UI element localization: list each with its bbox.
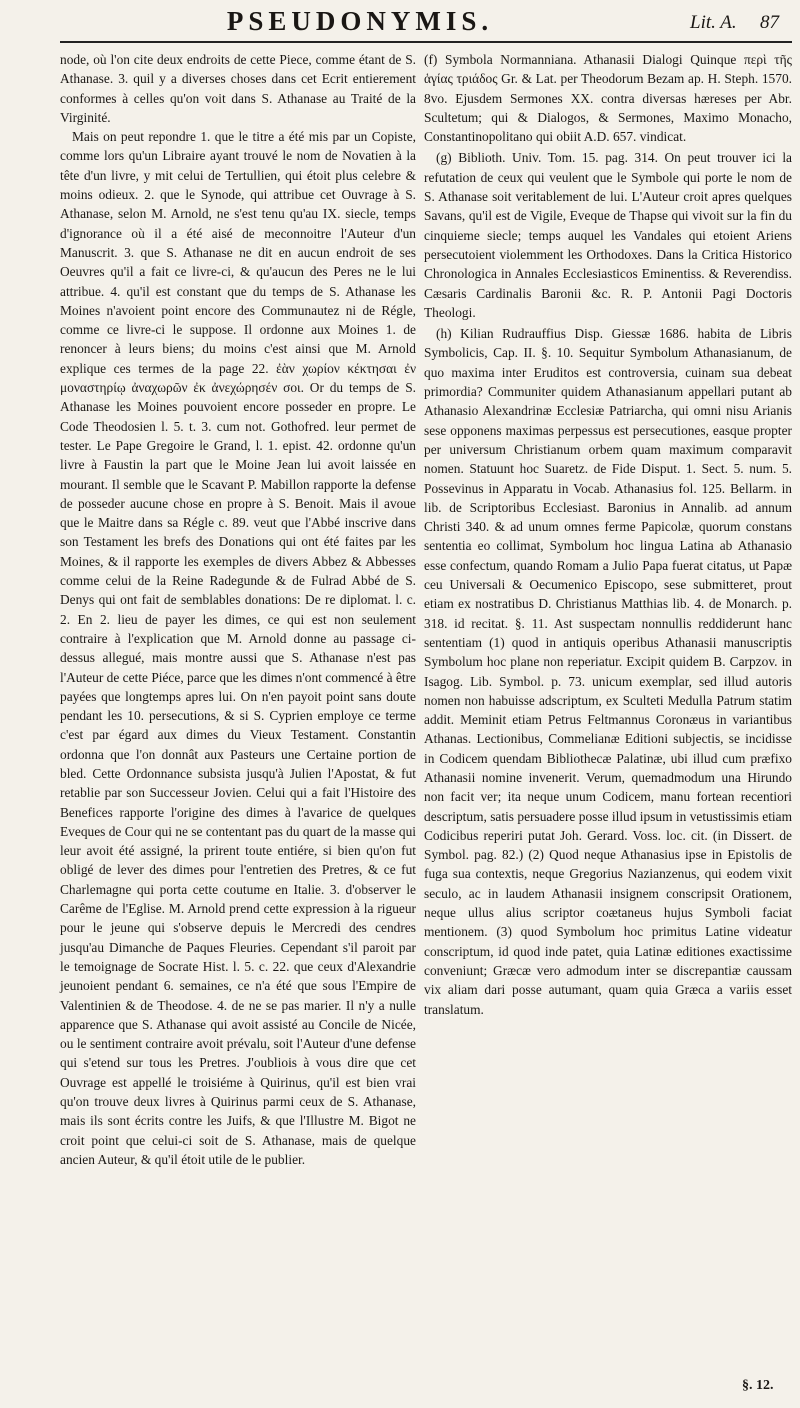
header-rule	[60, 41, 792, 43]
footnote-h: (h) Kilian Rudrauffius Disp. Giessæ 1686. habita de Libris Symbolicis, Cap. II. §. 10. Sequitur Symbolum Athanasianum, de quo maxima inter Eruditos est controversia, cuinam sua debeat primordia? Communiter quidem Athanasianum appellari putant ab Athanasio Alexandrinæ Ecclesiæ Patriarcha, qui omni nisu Arianis sese opponens maximas perpessus est persecutiones, easque propter per universum Christianum orbem quam maximum comparavit nomen. Statuunt hoc Suaretz. de Fide Disput. 1. Sect. 5. num. 5. Possevinus in Apparatu in Vocab. Athanasius fol. 125. Bellarm. in lib. de Scriptoribus Ecclesiast. Baronius in Annalib. ad annum Christi 340. & ad unum omnes ferme Papicolæ, quorum constans sententia eo collimat, Symbolum hoc lingua Latina ab Athanasio esse confectum, quando Romam a Julio Papa fuerat citatus, ut Papæ ceu Universali & Oecumenico Episcopo, sese submitteret, prout etiam ex nostratibus D. Christianus Matthias lib. 4. de Monarch. p. 318. id recitat. §. 11. Ast suspectam nonnullis reddiderunt hanc sententiam (1) quod in antiquis operibus Athanasii manuscriptis Symbolum hoc plane non reperiatur. Excipit quidem B. Carpzov. in Isagog. Lib. Symbol. p. 73. unicum exemplar, sed illud autoris nomen non habuisse adscriptum, ex Sculteti Medulla Patrum statim addit. Meminit etiam Petrus Feltmannus Coronæus in variantibus Athanas. Lectionibus, Commelianæ Editioni subjectis, se incidisse in Codicem quendam Bibliothecæ Palatinæ, ubi illud cum præfixo Athanasii nomine invenerit. Verum, quemadmodum una Hirundo non facit ver; ita neque unum Codicem, manu fortean recentiori descriptum, satis persuadere posse illud ipsum in vetustissimis etiam Codicibus reperiri putat Joh. Gerard. Voss. loc. cit. (in Dissert. de Symbol. pag. 82.) (2) Quod neque Athanasius ipse in Epistolis de fuga sua contextis, neque Gregorius Nazianzenus, qui eodem vixit seculo, ac in laudem Athanasii insignem conscripsit Orationem, neque ullus alius scriptor coætaneus hujus Symboli faciat mentionem. (3) quod Symbolum hoc primitus Latine videatur conscriptum, id quod inde patet, quia Latinæ editiones exactissime conveniunt; Græcæ vero admodum inter se discrepantiæ caussam vix aliam dari posse autumant, quam quia Græca a variis esset translatum.	[424, 326, 792, 1017]
left-paragraph: Mais on peut repondre 1. que le titre a été mis par un Copiste, comme lors qu'un Libraire ayant trouvé le nom de Novatien à la tête d'un livre, y mit celui de Tertullien, qui étoit plus celebre & moins odieux. 2. que le Synode, qui attribue cet Ouvrage à S. Athanase, selon M. Arnold, ne s'est tenu qu'au IX. siecle, temps d'ignorance où il a été aisé de meconnoitre l'Auteur d'un Manuscrit. 3. que S. Athanase ne dit en aucun endroit de ses Oeuvres qu'il a fait ce livre-ci, & qu'aucun des Peres ne le lui attribue. 4. qu'il est constant que du temps de S. Athanase les Moines n'avoient point encore des Communautez ni de Régle, comme ce livre-ci le suppose. Il ordonne aux Moines 1. de renoncer à leurs biens; du moins c'est ainsi que M. Arnold explique ces termes de la page 22. ἐὰν χωρίον κέκτησαι ἐν μοναστηρίῳ ἀναχωρῶν ἐκ ἀνεχώρησέν σοι. Or du temps de S. Athanase les Moines pouvoient encore posseder en propre. Le Code Theodosien l. 5. t. 3. cum not. Gothofred. leur permet de tester. Le Pape Gregoire le Grand, l. 1. epist. 42. ordonne qu'un livre à Faustin la part que le Moine Jean lui avoit laissée en mourant. Il semble que le Scavant P. Mabillon rapporte la defense de posseder aucune chose en propre à S. Benoit. Mais il avoue que le Maitre dans sa Régle c. 89. veut que l'Abbé inscrive dans son Testament les brefs des Donations qui ont été faites par les Moines, & il rapporte les exemples de divers Abbez & Abbesses comme celui de la Reine Radegunde & de Fulrad Abbé de S. Denys qui ont fait de semblables donations: De re diplomat. l. c. 2. En 2. lieu de payer les dimes, ce qui est non seulement contraire à l'explication que M. Arnold donne au passage ci-dessus allegué, mais montre aussi que S. Athanase n'est pas l'Auteur de cette Piéce, parce que les dimes n'ont commencé à être payées que longtemps apres lui. On n'en payoit point sans doute pendant les 10. persecutions, & si S. Cyprien employe ce terme c'est par égard aux dimes du Vieux Testament. Constantin ordonna que l'on donnât aux Pasteurs une Certaine portion de bled. Cette Ordonnance subsista jusqu'à Julien l'Apostat, & fut retablie par son Successeur Jovien. Celui qui a fait l'Histoire des Benefices rapporte l'origine des dimes à l'avarice de quelques Eveques de Cour qui ne se contentant pas du quart de la masse qui leur avoit été assigné, la prirent toute entiére, si bien qu'on fut obligé de lever des dimes pour l'entretien des Pretres, & ce fut Charlemagne qui porta cette coutume en Italie. 3. d'observer le Carême de l'Eglise. M. Arnold prend cette expression à la rigueur pour le jeune qui s'observe depuis le Mercredi des cendres jusqu'au Dimanche de Paques Fleuries. Cependant s'il paroit par le temoignage de Socrate Hist. l. 5. c. 22. que ceux d'Alexandrie jeunoient pendant 6. semaines, ce n'a été que sous l'Empire de Valentinien & de Theodose. 4. de ne se pas marier. Il n'y a nulle apparence que S. Athanase qui avoit assisté au Concile de Nicée, ou le sentiment contraire avoit prévalu, soit l'Auteur d'une defense qui s'etend sur tous les Pretres. J'oubliois à vous dire que cet Ouvrage est appellé le troisiéme à Quirinus, qu'il est bien vrai qu'on trouve deux livres à Quirinus parmi ceux de S. Athanase, mais ils sont écrits contre les Juifs, & que l'Illustre M. Bigot ne croit point que celui-ci soit de S. Athanase, mais de quelque ancien Auteur, & qu'il étoit utile de le publier.	[60, 129, 416, 1167]
running-section: Lit. A.	[690, 12, 737, 33]
left-paragraph: node, où l'on cite deux endroits de cette Piece, comme étant de S. Athanase. 3. quil y a diverses choses dans cet Ecrit entierement conformes à celles qu'on voit dans S. Athanase au Traité de la Virginité.	[60, 52, 416, 125]
footnote-f: (f) Symbola Normanniana. Athanasii Dialogi Quinque περὶ τῆς ἁγίας τριάδος Gr. & Lat. per Theodorum Bezam ap. H. Steph. 1570. 8vo. Ejusdem Sermones XX. contra diversas hæreses per Abr. Scultetum; qui & Dialogos, & Sermones, Maximo Monacho, Constantinopolitano qui obiit A.D. 657. vindicat.	[424, 52, 792, 145]
page-number: 87	[760, 12, 779, 33]
footnote-g: (g) Biblioth. Univ. Tom. 15. pag. 314. On peut trouver ici la refutation de ceux qui veulent que le Symbole qui porte le nom de S. Athanase soit veritablement de lui. L'Auteur croit apres quelques Savans, qu'il est de Vigile, Eveque de Thapse qui vivoit sur la fin du cinquieme siecle; temps auquel les Vandales qui etoient Ariens persecutoient violemment les Orthodoxes. Dans la Critica Historico Chronologica in Annales Ecclesiasticos Eminentiss. & Reverendiss. Cæsaris Cardinalis Baronii &c. R. P. Antonii Pagi Doctoris Theologi.	[424, 150, 792, 320]
left-column	[60, 50, 416, 1169]
running-header	[0, 0, 800, 44]
paragraph-mark: §. 12.	[742, 1378, 774, 1393]
running-title: PSEUDONYMIS.	[226, 6, 494, 36]
right-column	[424, 50, 792, 1021]
